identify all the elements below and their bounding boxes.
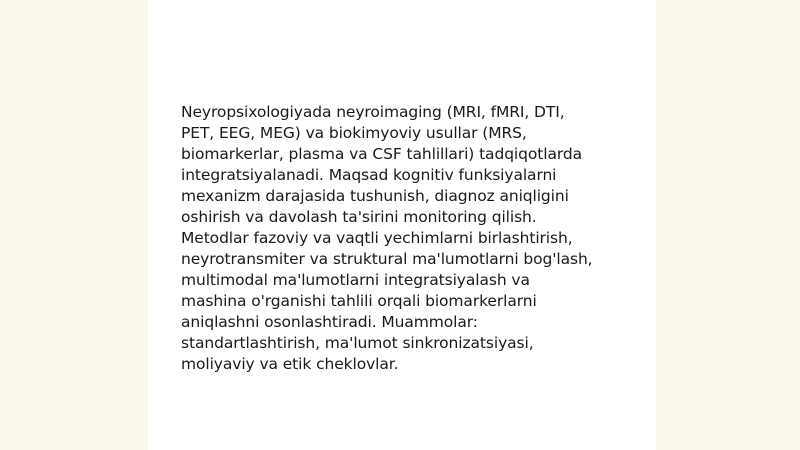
- paragraph-line: neyrotransmiter va struktural ma'lumotlarni bog'lash,: [181, 250, 593, 268]
- paragraph-line: PET, EEG, MEG) va biokimyoviy usullar (MRS,: [181, 124, 527, 142]
- paragraph-line: biomarkerlar, plasma va CSF tahlillari) tadqiqotlarda: [181, 145, 582, 163]
- paragraph-line: Metodlar fazoviy va vaqtli yechimlarni birlashtirish,: [181, 229, 573, 247]
- paragraph-line: mexanizm darajasida tushunish, diagnoz aniqligini: [181, 187, 569, 205]
- paragraph-line: standartlashtirish, ma'lumot sinkronizatsiyasi,: [181, 334, 534, 352]
- paragraph-line: multimodal ma'lumotlarni integratsiyalash va: [181, 271, 530, 289]
- paragraph-line: integratsiyalanadi. Maqsad kognitiv funksiyalarni: [181, 166, 557, 184]
- paragraph-line: moliyaviy va etik cheklovlar.: [181, 355, 399, 373]
- document-page: [148, 0, 656, 450]
- paragraph-line: aniqlashni osonlashtiradi. Muammolar:: [181, 313, 478, 331]
- paragraph-line: oshirish va davolash ta'sirini monitoring qilish.: [181, 208, 537, 226]
- paragraph-line: mashina o'rganishi tahlili orqali biomarkerlarni: [181, 292, 537, 310]
- body-paragraph: [181, 102, 631, 375]
- paragraph-line: Neyropsixologiyada neyroimaging (MRI, fMRI, DTI,: [181, 103, 565, 121]
